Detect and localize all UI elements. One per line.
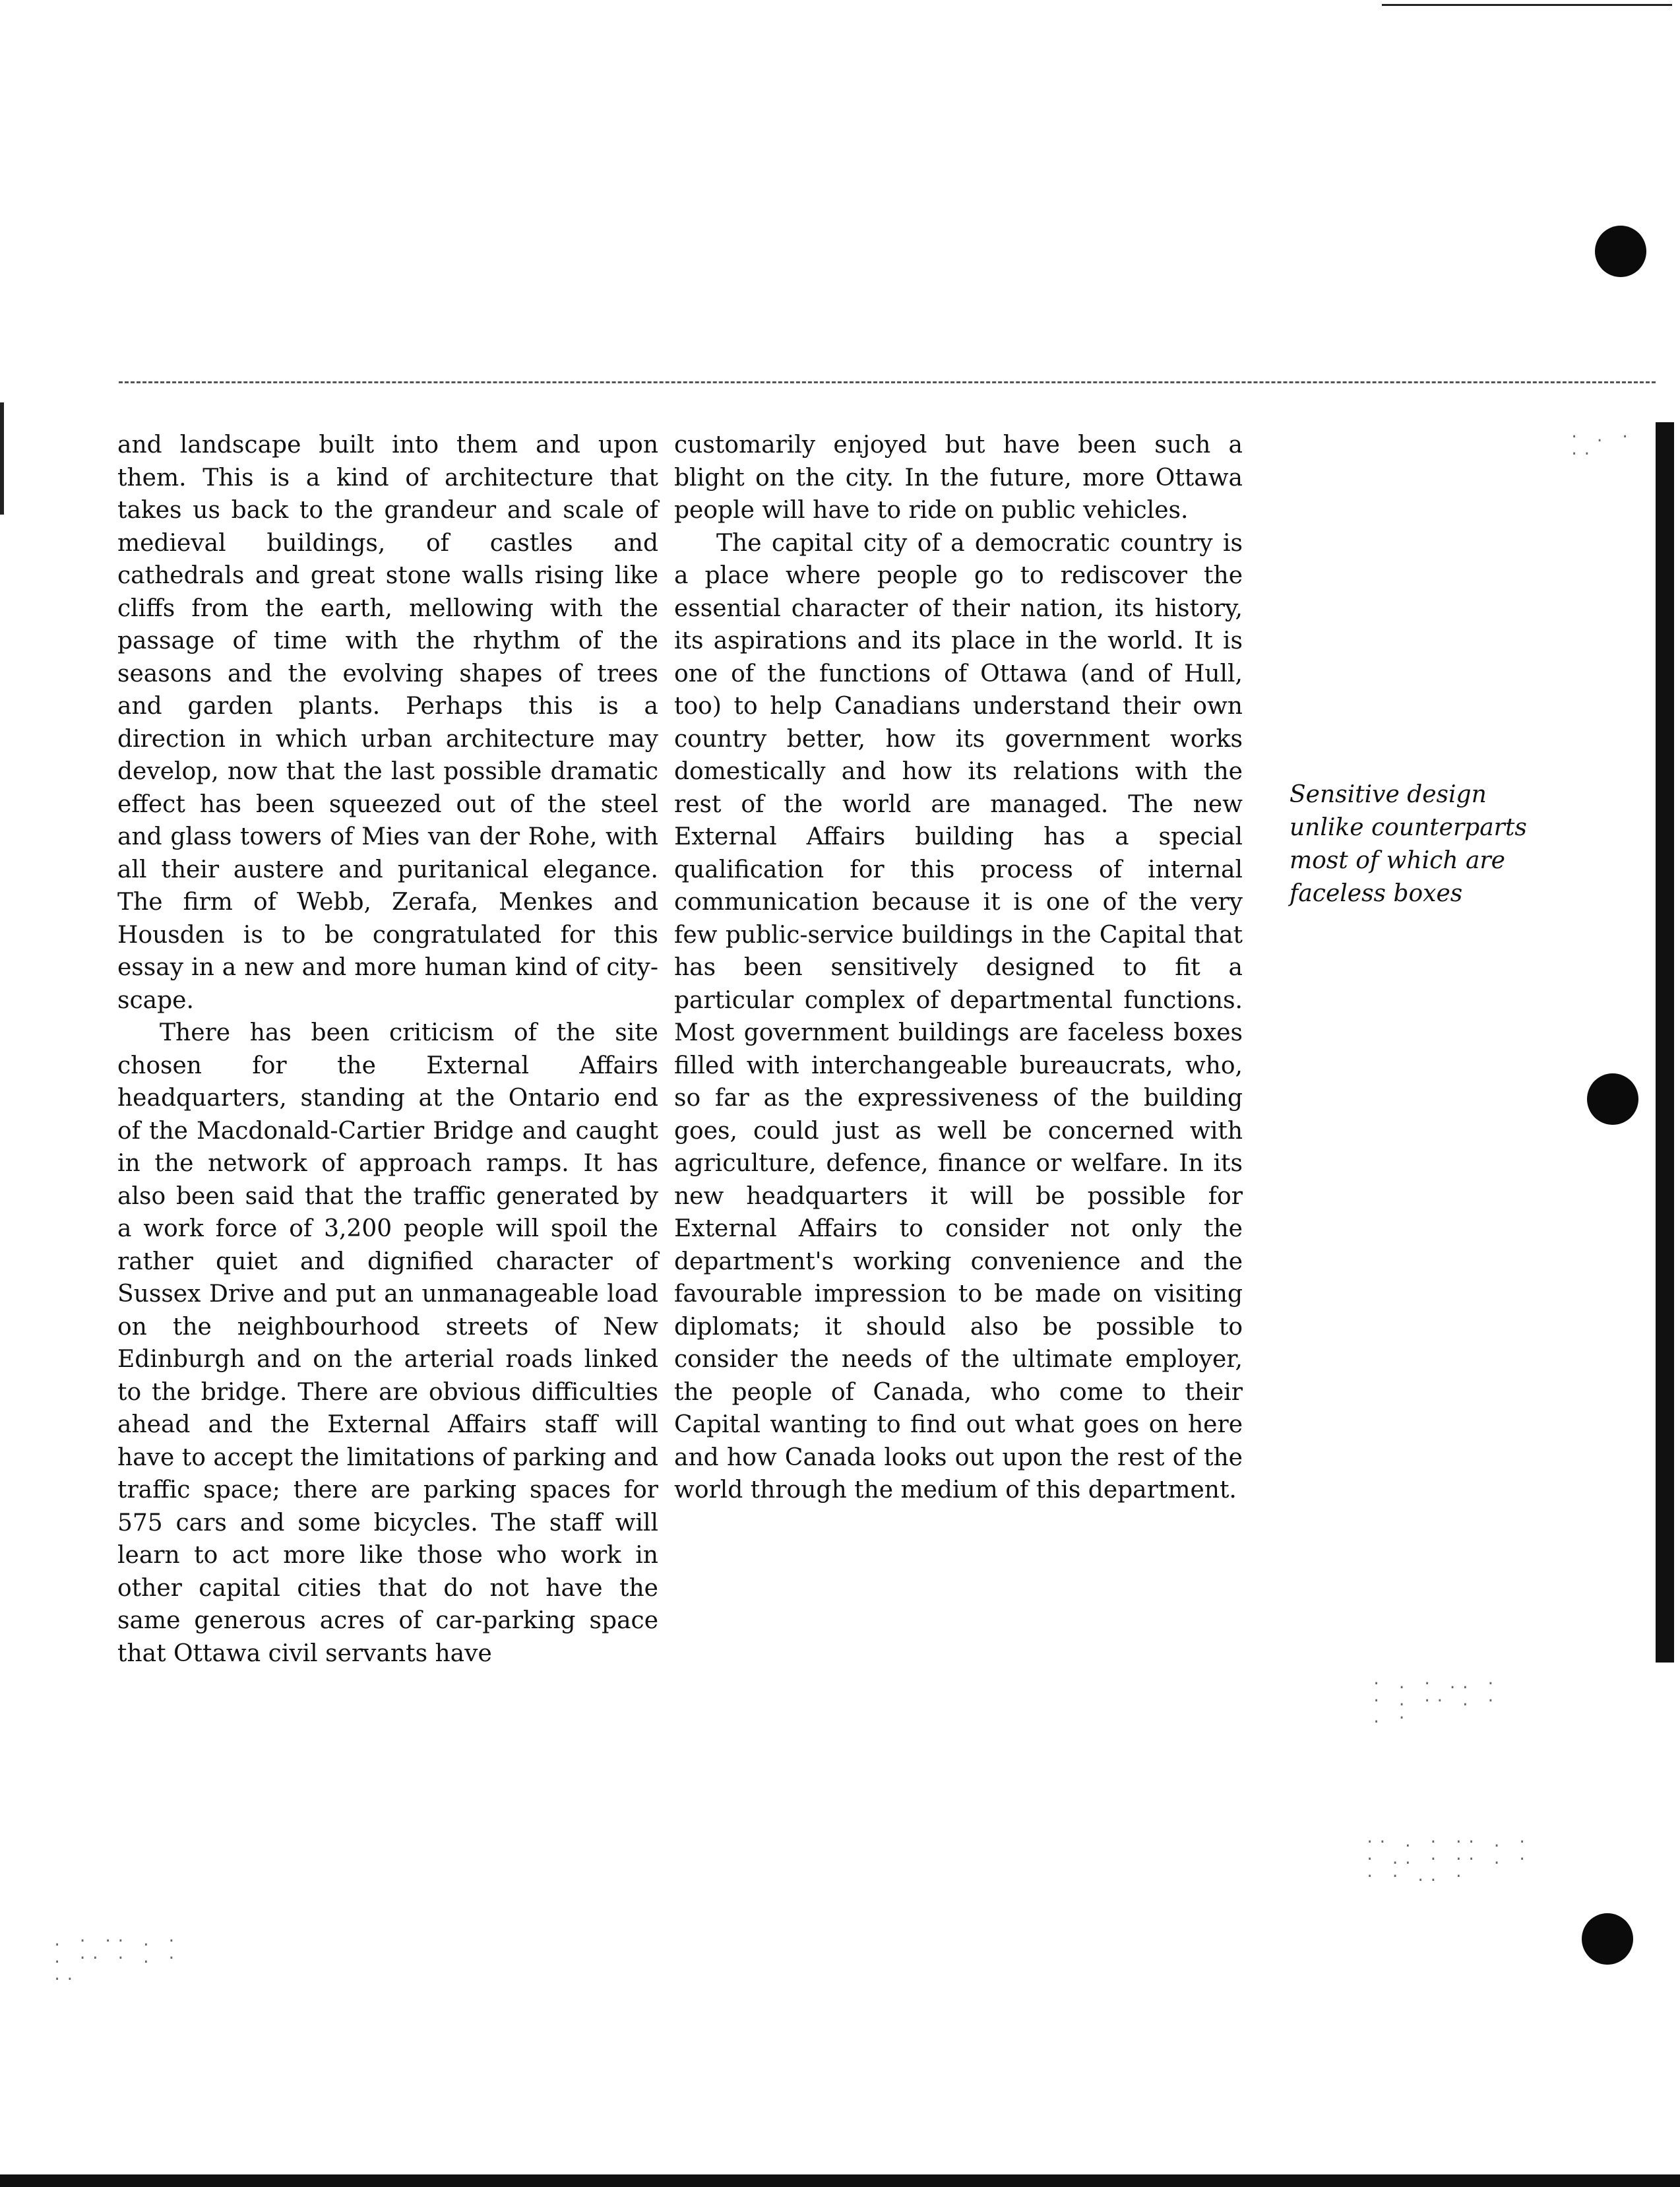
top-edge-rule <box>1382 4 1672 6</box>
middle-text-column <box>674 429 1243 1507</box>
scan-speckle: · . · .. · · . ·· . · . · <box>1372 1676 1499 1727</box>
scan-speckle: ·· . · ·· . · · .. · ·· . · · · .. · <box>1365 1834 1531 1885</box>
left-edge-mark <box>0 402 4 515</box>
body-paragraph: There has been criticism of the site chosen for the External Affairs headquarters, standing at the Ontario end of the Macdonald-Cartier Bridge and caught in the network of approach ramps. It has also been said that the traffic generated by a work force of 3,200 people will spoil the rather quiet and dignified character of Sussex Drive and put an unmanageable load on the neighbourhood streets of New Edinburgh and on the arterial roads linked to the bridge. There are obvious difficulties ahead and the External Affairs staff will have to accept the limitations of parking and traffic space; there are parking spaces for 575 cars and some bicycles. The staff will learn to act more like those who work in other capital cities that do not have the same generous acres of car-parking space that Ottawa civil servants have <box>117 1019 658 1667</box>
body-paragraph: customarily enjoyed but have been such a blight on the city. In the future, more Ottawa people will have to ride on public vehicles. <box>674 431 1243 524</box>
right-edge-shadow <box>1656 422 1674 1663</box>
punch-hole-bottom <box>1582 1913 1633 1965</box>
punch-hole-top <box>1595 226 1646 277</box>
bottom-edge-shadow <box>0 2174 1680 2187</box>
margin-pull-quote: Sensitive design unlike counterparts most of which are faceless boxes <box>1290 781 1527 907</box>
header-dashed-rule <box>119 381 1656 383</box>
scan-speckle: . · ·· . · . ·· · . · .. <box>53 1933 180 1984</box>
body-paragraph: The capital city of a democratic country is a place where people go to rediscover the essential character of their nation, its history, its aspirations and its place in the world. It is one of the functions of Ottawa (and of Hull, too) to help Canadians understand their own country better, how its government works domestically and how its relations with the rest of the world are managed. The new External Affairs building has a special qualification for this process of internal communication because it is one of the very few public-service buildings in the Capital that has been sensitively designed to fit a particular complex of departmental functions. Most government buildings are faceless boxes filled with interchangeable bureaucrats, who, so far as the expressiveness of the building goes, could just as well be concerned with agriculture, defence, finance or welfare. In its new headquarters it will be possible for External Affairs to consider not only the department's working convenience and the favourable impression to be made on visiting diplomats; it should also be possible to consider the needs of the ultimate employer, the people of Canada, who come to their Capital wanting to find out what goes on here and how Canada looks out upon the rest of the world through the medium of this department. <box>674 529 1243 1504</box>
body-paragraph: and landscape built into them and upon them. This is a kind of architecture that takes us back to the grandeur and scale of medieval buildings, of castles and cathedrals and great stone walls rising like cliffs from the earth, mellowing with the passage of time with the rhythm of the seasons and the evolving shapes of trees and garden plants. Perhaps this is a direction in which urban architecture may develop, now that the last possible dramatic effect has been squeezed out of the steel and glass towers of Mies van der Rohe, with all their austere and puritanical elegance. The firm of Webb, Zerafa, Menkes and Housden is to be congratulated for this essay in a new and more human kind of city-scape. <box>117 431 658 1014</box>
punch-hole-middle <box>1587 1073 1638 1125</box>
left-text-column <box>117 429 658 1670</box>
scan-speckle: · . · ·· <box>1570 429 1634 462</box>
